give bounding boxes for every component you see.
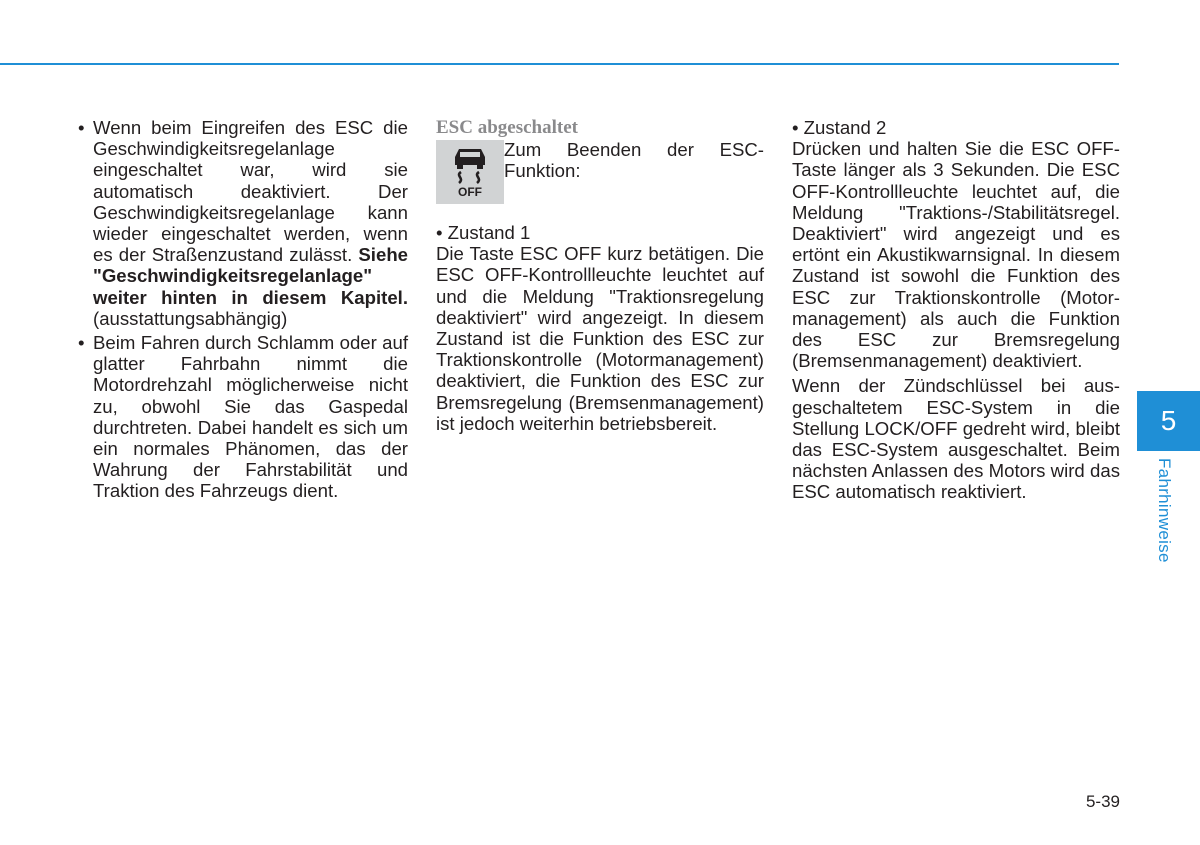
body-text: Die Taste ESC OFF kurz betätigen. Die ESC OFF-Kontrollleuchte leuchtet auf und die Meldung "Traktionsregelung deaktiviert" wird angezeigt. In diesem Zustand ist die Funktion des ESC zur Traktionskontrolle (Motormanagement) deaktiviert, die Funktion des ESC zur Bremsregelung (Bremsenmanagement) ist jedoch weiterhin betriebsbereit. xyxy=(436,243,764,434)
esc-off-icon xyxy=(436,140,504,204)
cross-reference: Siehe "Geschwindigkeitsregelanlage" weiter hinten in diesem Kapitel. xyxy=(93,244,409,308)
list-item xyxy=(78,117,408,329)
chapter-number-tab: 5 xyxy=(1137,391,1200,451)
equipment-note: (ausstattungsabhängig) xyxy=(93,307,288,329)
bullet-text: Wenn beim Eingreifen des ESC die Geschwindigkeitsregelanlage eingeschaltet war, wird sie automatisch deaktiviert. Der Geschwindigkeitsregelanlage kann wieder eingeschaltet werden, wenn es der Straßenzustand zulässt. xyxy=(93,117,408,266)
top-rule xyxy=(0,63,1119,65)
off-label: OFF xyxy=(458,185,482,199)
page-number: 5-39 xyxy=(1085,792,1120,811)
body-text: Wenn der Zündschlüssel bei ausgeschaltetem ESC-System in die Stellung LOCK/OFF gedreht wird, bleibt das ESC-System ausgeschaltet. Beim nächsten Anlassen des Motors wird das ESC automatisch reaktiviert. xyxy=(792,375,1120,503)
body-text: Drücken und halten Sie die ESC OFF-Taste länger als 3 Sekunden. Die ESC OFF-Kontrollleuchte leuchtet auf, die Meldung "Traktions-/Stabilitätsregel. Deaktiviert" wird angezeigt und es ertönt ein Akustikwarnsignal. In diesem Zustand ist sowohl die Funktion des ESC zur Traktionskontrolle (Motormanagement) als auch die Funktion des ESC zur Bremsregelung (Bremsenmanagement) deaktiviert. xyxy=(792,138,1120,372)
list-item xyxy=(78,332,408,502)
section-heading: ESC abgeschaltet xyxy=(436,117,578,138)
bullet-icon: • xyxy=(78,332,85,354)
column-right xyxy=(792,117,1120,503)
column-left xyxy=(78,117,408,505)
car-skid-icon xyxy=(451,145,489,185)
bullet-text: Beim Fahren durch Schlamm oder auf glatter Fahrbahn nimmt die Motordrehzahl möglicherweise nicht zu, obwohl Sie das Gaspedal durchtreten. Dabei handelt es sich um ein normales Phänomen, das der Wahrung der Fahrstabilität und Traktion des Fahrzeugs dient. xyxy=(93,332,408,502)
bullet-icon: • xyxy=(78,117,85,138)
state-label: • Zustand 2 xyxy=(792,117,887,138)
column-middle xyxy=(436,117,764,434)
chapter-title: Fahrhinweise xyxy=(1155,458,1174,563)
state-label: • Zustand 1 xyxy=(436,222,531,243)
icon-caption: Zum Beenden der ESC-Funktion: xyxy=(504,139,764,182)
icon-block xyxy=(436,139,764,204)
